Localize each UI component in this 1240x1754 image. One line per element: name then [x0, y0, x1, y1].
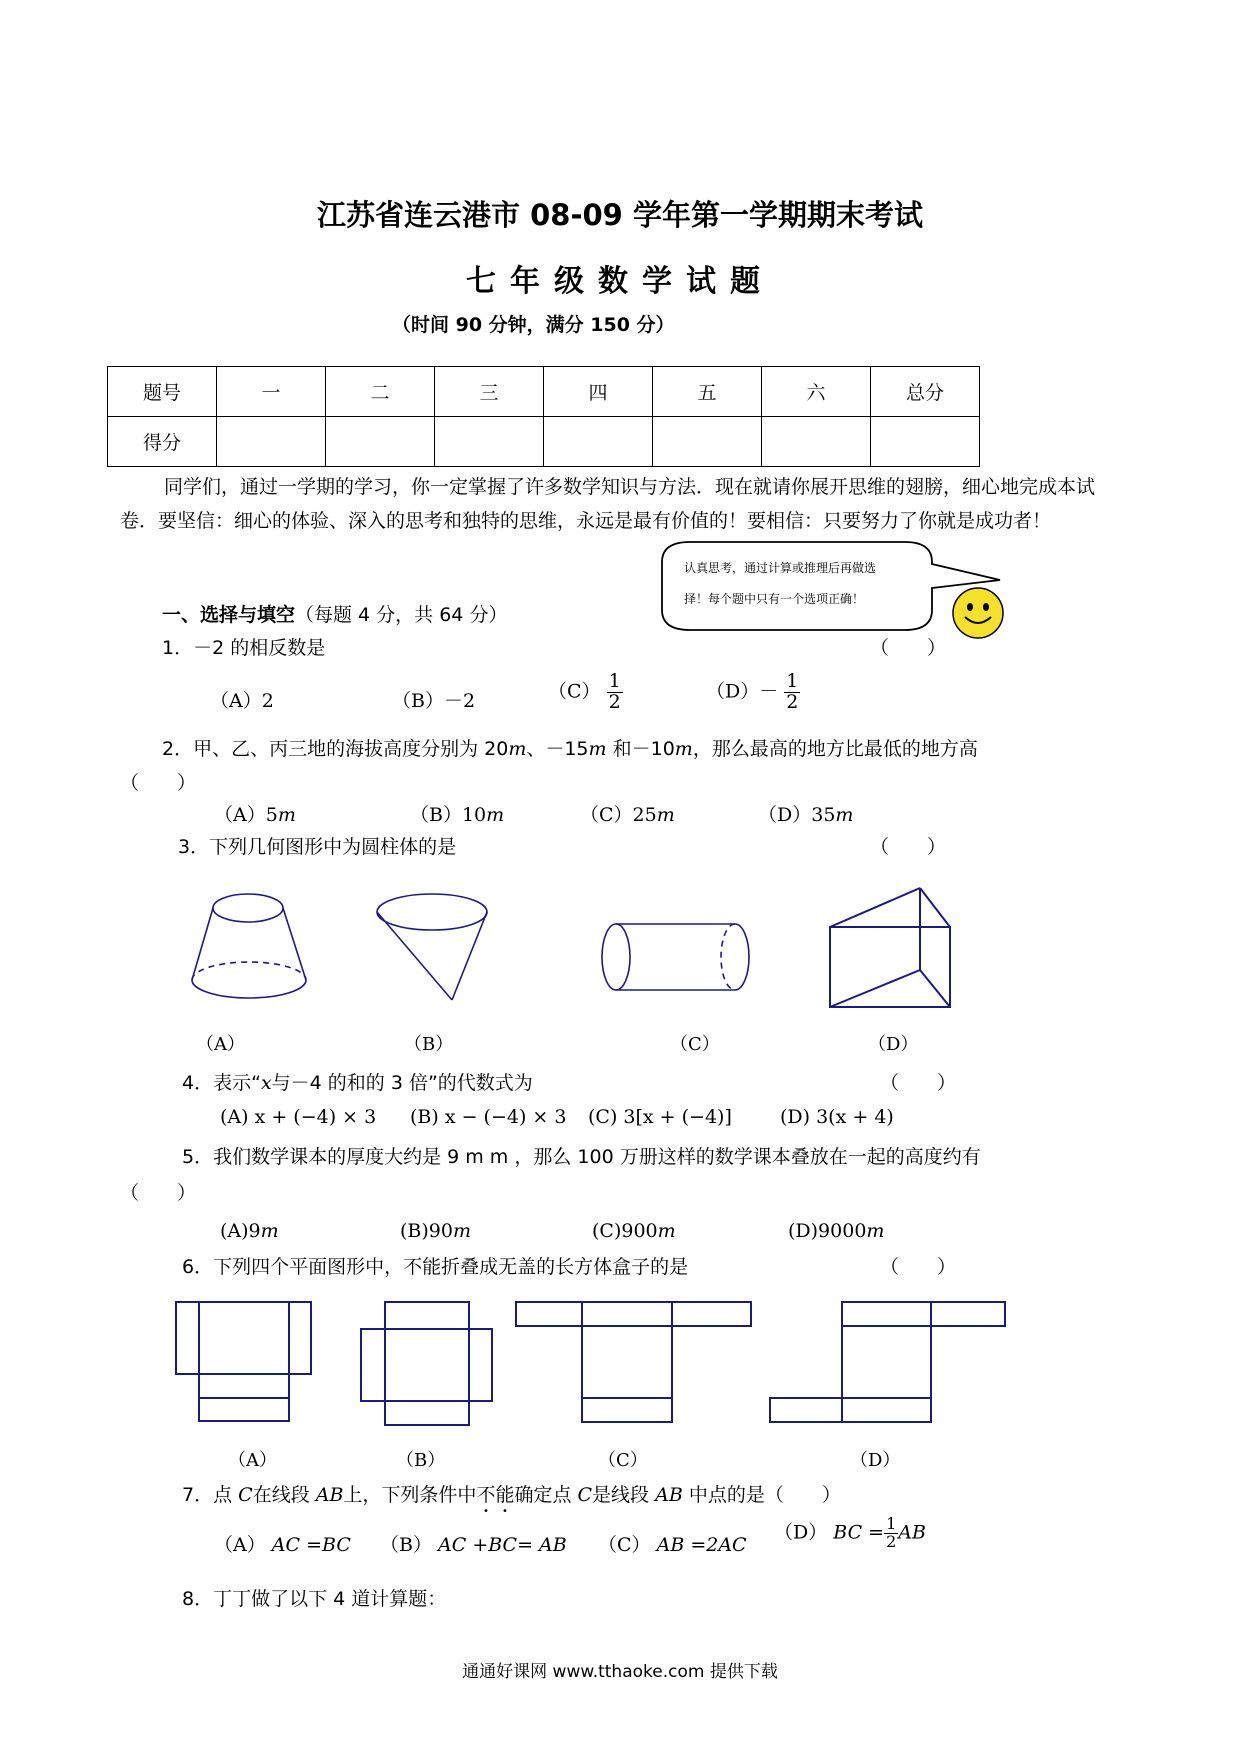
q5-option-a [220, 1220, 279, 1242]
q2-option-a-unit: m [277, 804, 296, 826]
q6-label-c: （C） [598, 1450, 648, 1471]
q1-option-d-fraction [784, 672, 800, 713]
score-input-3 [435, 417, 544, 467]
q2-option-c-text: （C）25 [580, 804, 657, 826]
score-input-6 [762, 417, 871, 467]
q5-option-c-unit: m [657, 1220, 676, 1242]
q3-label-a: （A） [196, 1034, 245, 1055]
q6-stem: 6．下列四个平面图形中，不能折叠成无盖的长方体盒子的是 [182, 1256, 689, 1278]
section-1-title [162, 600, 507, 627]
bubble-line-2: 择！每个题中只有一个选项正确！ [684, 592, 865, 606]
q5-option-d-unit: m [866, 1220, 885, 1242]
score-cell-6: 六 [762, 367, 871, 417]
score-cell-1: 一 [217, 367, 326, 417]
q5-option-d [788, 1220, 884, 1242]
net-b-figure [361, 1302, 492, 1425]
q7-segment-ab-2: AB [655, 1484, 683, 1506]
cylinder-figure [602, 924, 749, 990]
q1-option-c [548, 672, 623, 713]
q2-option-d-unit: m [835, 804, 854, 826]
q7-option-c-label: （C） [598, 1534, 651, 1556]
q2-unit-3: m [674, 738, 693, 760]
q7-option-a [214, 1530, 351, 1557]
exam-title: 江苏省连云港市 08-09 学年第一学期期末考试 [317, 198, 923, 232]
q7-d-denominator: 2 [886, 1531, 897, 1551]
q7-option-d-pre: BC = [833, 1521, 885, 1544]
q1-option-d [706, 672, 800, 713]
q3-figures [180, 880, 970, 1020]
score-cell-4: 四 [544, 367, 653, 417]
q2-option-b [410, 800, 504, 827]
frustum-figure [192, 894, 306, 998]
score-cell-label: 题号 [108, 367, 217, 417]
q6-answer-bracket: （ ） [880, 1256, 957, 1278]
q7-option-b-text: AC +BC= AB [438, 1534, 567, 1556]
q2-option-a [214, 800, 296, 827]
q5-answer-bracket: （ ） [120, 1182, 197, 1204]
q7-emphasis: 不能 [476, 1484, 515, 1506]
section-1-note: （每题 4 分，共 64 分） [295, 604, 508, 626]
q4-option-a: (A) x + (−4) × 3 [220, 1106, 377, 1128]
q2-option-b-unit: m [486, 804, 505, 826]
q2-unit-1: m [508, 738, 527, 760]
time-info: （时间 90 分钟，满分 150 分） [392, 314, 675, 336]
q7-option-a-label: （A） [214, 1534, 266, 1556]
net-c-figure [516, 1302, 751, 1422]
q7-point-c-1: C [238, 1484, 253, 1506]
q7-d-numerator: 1 [886, 1514, 897, 1533]
q7-option-d-label: （D） [774, 1521, 828, 1544]
score-table [107, 366, 980, 467]
q5-option-b-unit: m [452, 1220, 471, 1242]
net-a-figure [176, 1302, 311, 1421]
q7-option-d-post: AB [898, 1521, 926, 1544]
q1-option-a: （A）2 [210, 690, 274, 712]
q4-option-d: (D) 3(x + 4) [780, 1106, 894, 1128]
q7-option-b-label: （B） [380, 1534, 432, 1556]
exam-subtitle: 七年级数学试题 [466, 264, 774, 299]
q5-option-b [400, 1220, 471, 1242]
q1-answer-bracket: （ ） [870, 637, 947, 659]
prism-figure [830, 888, 950, 1007]
q2-option-c [580, 800, 675, 827]
q4-stem [182, 1068, 533, 1095]
q7-option-b [380, 1530, 567, 1557]
q5-option-d-text: (D)9000 [788, 1220, 867, 1242]
q2-stem-d: ，那么最高的地方比最低的地方高 [692, 738, 978, 760]
q2-option-c-unit: m [656, 804, 675, 826]
section-1-heading: 一、选择与填空 [162, 604, 296, 626]
q7-option-c-text: AB =2AC [656, 1534, 747, 1556]
q3-label-b: （B） [404, 1034, 454, 1055]
score-input-4 [544, 417, 653, 467]
q7-stem-b: 在线段 [252, 1484, 316, 1506]
q3-answer-bracket: （ ） [870, 836, 947, 858]
q4-answer-bracket: （ ） [880, 1072, 957, 1094]
q5-stem: 5．我们数学课本的厚度大约是 9 m m ，那么 100 万册这样的数学课本叠放在一起的高度约有 [182, 1146, 981, 1168]
q1-option-c-fraction [607, 672, 623, 713]
q5-option-b-text: (B)90 [400, 1220, 453, 1242]
q1-c-numerator: 1 [608, 670, 621, 692]
q4-option-b: (B) x − (−4) × 3 [410, 1106, 567, 1128]
q7-stem-f: 中点的是（ ） [682, 1484, 841, 1506]
q7-segment-ab-1: AB [315, 1484, 344, 1506]
q7-stem-a: 7．点 [182, 1484, 239, 1506]
bubble-line-1: 认真思考，通过计算或推理后再做选 [684, 561, 877, 575]
q7-option-a-text: AC =BC [271, 1534, 351, 1556]
q2-stem-b: 、－15 [526, 738, 589, 760]
intro-paragraph: 同学们，通过一学期的学习，你一定掌握了许多数学知识与方法．现在就请你展开思维的翅膀，细心地完成本试卷．要坚信：细心的体验、深入的思考和独特的思维，永远是最有价值的！要相信：只要努力了你就是成功者！ [120, 476, 1096, 532]
q7-stem-c: 上，下列条件中 [343, 1484, 477, 1506]
q4-option-c: (C) 3[x + (−4)] [588, 1106, 732, 1128]
q1-c-denominator: 2 [608, 690, 621, 713]
q1-d-numerator: 1 [786, 670, 799, 692]
q6-nets [170, 1290, 1020, 1430]
q1-stem: 1．－2 的相反数是 [162, 637, 326, 659]
q2-option-d [758, 800, 853, 827]
score-table-score-row [108, 417, 980, 467]
q4-stem-a: 4．表示“ [182, 1072, 261, 1094]
q1-option-b: （B）－2 [392, 690, 476, 712]
q7-option-d [774, 1516, 926, 1551]
q7-option-d-fraction [884, 1516, 898, 1551]
q3-label-d: （D） [868, 1034, 919, 1055]
page-footer: 通通好课网 www.tthaoke.com 提供下载 [462, 1662, 778, 1682]
q6-label-b: （B） [396, 1450, 446, 1471]
q8-stem: 8．丁丁做了以下 4 道计算题： [182, 1588, 447, 1610]
q2-answer-bracket: （ ） [120, 772, 197, 794]
q2-option-a-text: （A）5 [214, 804, 278, 826]
q6-label-a: （A） [228, 1450, 277, 1471]
q2-option-b-text: （B）10 [410, 804, 487, 826]
score-input-total [871, 417, 980, 467]
score-table-header-row [108, 367, 980, 417]
q1-option-d-label: （D）－ [706, 680, 779, 703]
q7-option-c [598, 1530, 747, 1557]
q2-stem-c: 和－10 [606, 738, 675, 760]
q2-stem [162, 734, 978, 761]
q3-stem: 3．下列几何图形中为圆柱体的是 [178, 836, 457, 858]
q7-stem-e: 是线段 [592, 1484, 656, 1506]
q4-stem-b: 与－4 的和的 3 倍”的代数式为 [271, 1072, 533, 1094]
q1-option-c-label: （C） [548, 680, 601, 703]
q5-option-a-unit: m [260, 1220, 279, 1242]
smiley-icon [951, 586, 1005, 640]
score-cell-3: 三 [435, 367, 544, 417]
q4-stem-x: x [260, 1072, 272, 1094]
q3-label-c: （C） [670, 1034, 720, 1055]
q6-label-d: （D） [850, 1450, 901, 1471]
score-cell-2: 二 [326, 367, 435, 417]
q5-option-c-text: (C)900 [592, 1220, 658, 1242]
q7-stem [182, 1480, 841, 1517]
score-cell-5: 五 [653, 367, 762, 417]
q1-d-denominator: 2 [786, 690, 799, 713]
q5-option-a-text: (A)9 [220, 1220, 261, 1242]
score-row-label: 得分 [108, 417, 217, 467]
cone-figure [377, 894, 487, 1000]
net-d-figure [770, 1302, 1005, 1422]
score-input-5 [653, 417, 762, 467]
score-input-1 [217, 417, 326, 467]
q7-point-c-2: C [577, 1484, 593, 1506]
score-cell-total: 总分 [871, 367, 980, 417]
q7-stem-d: 确定点 [514, 1484, 578, 1506]
q2-option-d-text: （D）35 [758, 804, 836, 826]
q2-unit-2: m [588, 738, 607, 760]
q5-option-c [592, 1220, 676, 1242]
q2-stem-a: 2．甲、乙、丙三地的海拔高度分别为 20 [162, 738, 509, 760]
score-input-2 [326, 417, 435, 467]
